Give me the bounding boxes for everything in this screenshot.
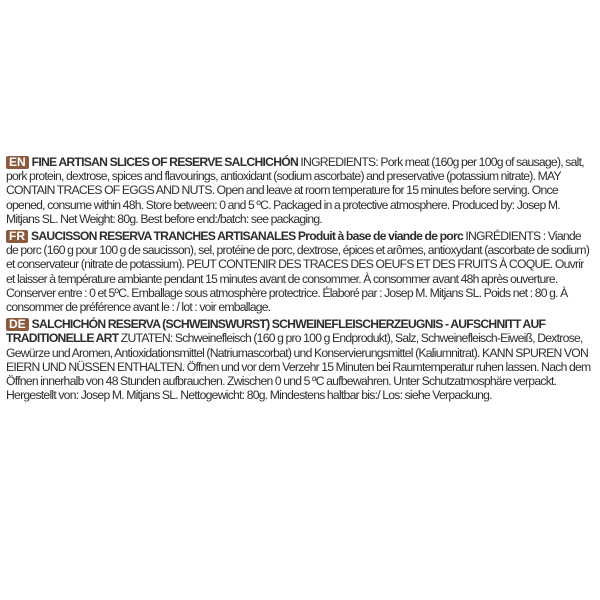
language-badge-en: EN (6, 156, 29, 169)
section-body-de: ZUTATEN: Schweinefleisch (160 g pro 100 g Endprodukt), Salz, Schweinefleisch-Eiweiß, Dextrose, Gewürze und Aromen, Antioxidationsmittel (Natriumascorbat) und Konservierungsmittel (Kaliumnitrat). KANN SPUREN VON EIERN UND NÜSSEN ENTHALTEN. Öffnen und vor dem Verzehr 15 Minuten bei Raumtemperatur ruhen lassen. Nach dem Öffnen innerhalb von 48 Stunden aufbrauchen. Zwischen 0 und 5 ºC aufbewahren. Unter Schutzatmosphäre verpackt. Hergestellt von: Josep M. Mitjans SL. Nettogewicht: 80g. Mindestens haltbar bis:/ Los: siehe Verpackung. (6, 331, 591, 403)
section-fr (6, 229, 594, 314)
section-de (6, 317, 594, 402)
section-heading-de: SALCHICHÓN RESERVA (SCHWEINSWURST) SCHWEINEFLEISCHERZEUGNIS - AUFSCHNITT AUF TRADITIONELLE ART (6, 317, 546, 346)
section-body-fr: INGRÉDIENTS : Viande de porc (160 g pour 100 g de saucisson), sel, protéine de porc, dextrose, épices et arômes, antioxydant (ascorbate de sodium) et conservateur (nitrate de potassium). PEUT CONTENIR DES TRACES DES OEUFS ET DES FRUITS À COQUE. Ouvrir et laisser à température ambiante pendant 15 minutes avant de consommer. À consommer avant 48h après ouverture. Conserver entre : 0 et 5ºC. Emballage sous atmosphère protectrice. Élaboré par : Josep M. Mitjans SL. Poids net : 80 g. À consommer de préférence avant le : / lot : voir emballage. (6, 229, 590, 315)
product-label-text (6, 155, 594, 405)
section-body-en: INGREDIENTS: Pork meat (160g per 100g of sausage), salt, pork protein, dextrose, spices and flavourings, antioxidant (sodium ascorbate) and preservative (potassium nitrate). MAY CONTAIN TRACES OF EGGS AND NUTS. Open and leave at room temperature for 15 minutes before serving. Once opened, consume within 48h. Store between: 0 and 5 ºC. Packaged in a protective atmosphere. Produced by: Josep M. Mitjans SL. Net Weight: 80g. Best before end:/batch: see packaging. (6, 155, 584, 226)
section-en (6, 155, 594, 226)
language-badge-de: DE (6, 318, 29, 331)
section-heading-en: FINE ARTISAN SLICES OF RESERVE SALCHICHÓN (31, 155, 299, 169)
language-badge-fr: FR (6, 230, 28, 243)
section-heading-fr: SAUCISSON RESERVA TRANCHES ARTISANALES Produit à base de viande de porc (31, 229, 464, 244)
